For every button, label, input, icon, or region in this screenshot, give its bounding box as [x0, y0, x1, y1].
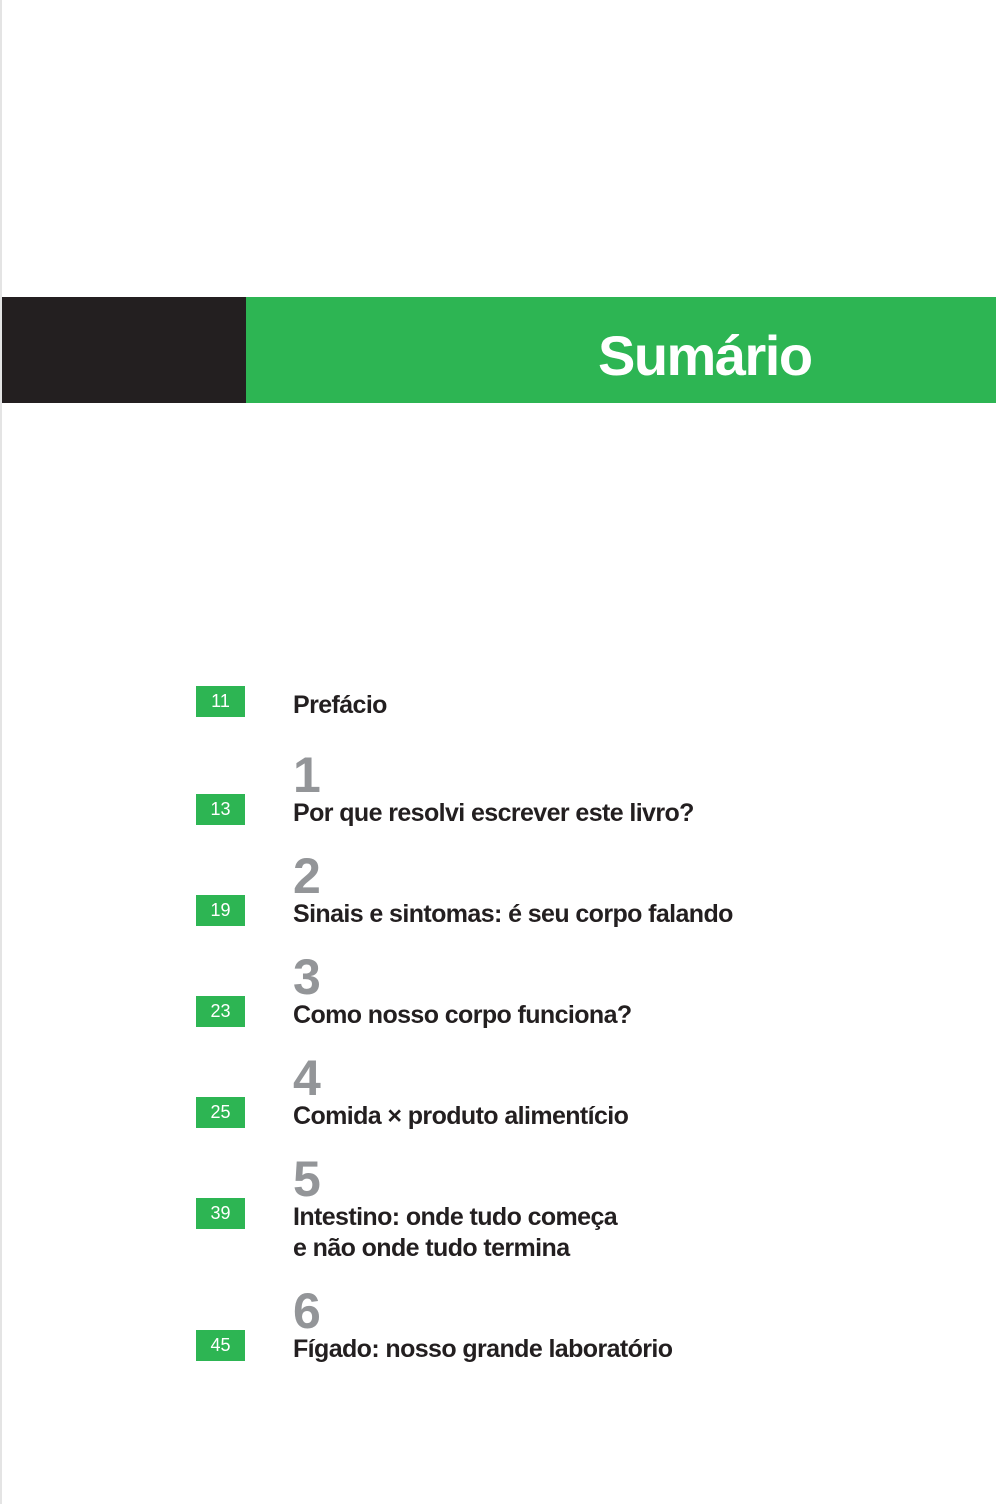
toc-entry-title: Prefácio	[293, 691, 387, 719]
toc-entry-title: Como nosso corpo funciona?	[293, 1001, 632, 1029]
toc-entry-title: Sinais e sintomas: é seu corpo falando	[293, 900, 733, 928]
banner-dark-block	[2, 297, 246, 403]
page-number-badge: 13	[196, 794, 245, 825]
page-number-badge: 39	[196, 1198, 245, 1229]
page-number-badge: 25	[196, 1097, 245, 1128]
page-number-badge: 45	[196, 1330, 245, 1361]
toc-entry-title-line: e não onde tudo termina	[293, 1234, 570, 1262]
toc-entry-title	[293, 1202, 617, 1264]
chapter-number: 1	[293, 747, 321, 803]
chapter-number: 3	[293, 949, 321, 1005]
page-number-badge: 19	[196, 895, 245, 926]
chapter-number: 5	[293, 1151, 321, 1207]
page-title: Sumário	[598, 324, 812, 387]
chapter-number: 4	[293, 1050, 321, 1106]
toc-entry-title-line: Intestino: onde tudo começa	[293, 1203, 618, 1231]
page-number-badge: 11	[196, 686, 245, 717]
toc-entry-title: Por que resolvi escrever este livro?	[293, 799, 694, 827]
toc-entry-title: Comida × produto alimentício	[293, 1102, 629, 1130]
toc-entry-title: Fígado: nosso grande laboratório	[293, 1335, 673, 1363]
chapter-number: 2	[293, 848, 321, 904]
page-edge	[0, 0, 2, 1504]
chapter-number: 6	[293, 1283, 321, 1339]
header-banner	[2, 297, 996, 403]
page-number-badge: 23	[196, 996, 245, 1027]
